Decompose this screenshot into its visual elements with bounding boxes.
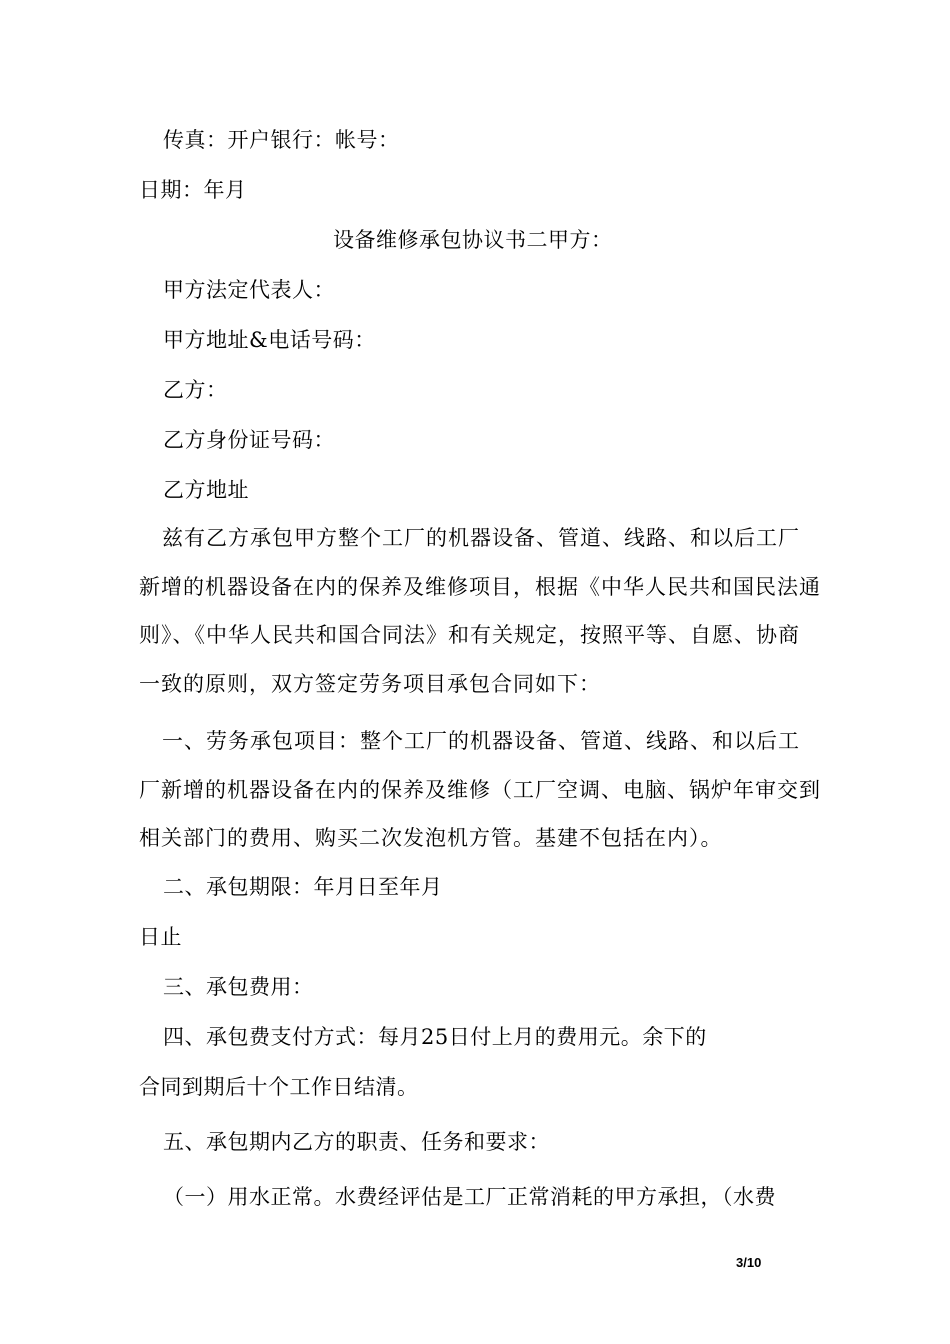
clause-2-end-line: 日止 xyxy=(139,925,182,949)
clause-4-end-line: 合同到期后十个工作日结清。 xyxy=(139,1075,419,1099)
fax-bank-line: 传真：开户银行：帐号： xyxy=(163,128,400,152)
party-a-representative-line: 甲方法定代表人： xyxy=(163,278,335,302)
clause-2-line: 二、承包期限：年月日至年月 xyxy=(163,875,443,899)
party-b-line: 乙方： xyxy=(163,378,228,402)
party-a-address-line: 甲方地址&电话号码： xyxy=(163,328,376,352)
clause-1-paragraph: 一、劳务承包项目：整个工厂的机器设备、管道、线路、和以后工厂新增的机器设备在内的保养及维修（工厂空调、电脑、锅炉年审交到相关部门的费用、购买二次发泡机方管。基建不包括在内）。 xyxy=(139,729,821,850)
clause-4-line: 四、承包费支付方式：每月25日付上月的费用元。余下的 xyxy=(163,1025,707,1049)
party-b-address-line: 乙方地址 xyxy=(163,478,249,502)
date-line: 日期：年月 xyxy=(139,178,247,202)
clause-3-line: 三、承包费用： xyxy=(163,975,314,999)
clause-5-1-line: （一）用水正常。水费经评估是工厂正常消耗的甲方承担，（水费 xyxy=(163,1185,776,1209)
page-number: 3/10 xyxy=(736,1255,762,1270)
intro-paragraph: 兹有乙方承包甲方整个工厂的机器设备、管道、线路、和以后工厂新增的机器设备在内的保养及维修项目，根据《中华人民共和国民法通则》、《中华人民共和国合同法》和有关规定，按照平等、自愿、协商一致的原则，双方签定劳务项目承包合同如下： xyxy=(139,526,821,696)
document-title: 设备维修承包协议书二甲方： xyxy=(333,228,613,252)
party-b-id-line: 乙方身份证号码： xyxy=(163,428,335,452)
clause-5-line: 五、承包期内乙方的职责、任务和要求： xyxy=(163,1130,550,1154)
